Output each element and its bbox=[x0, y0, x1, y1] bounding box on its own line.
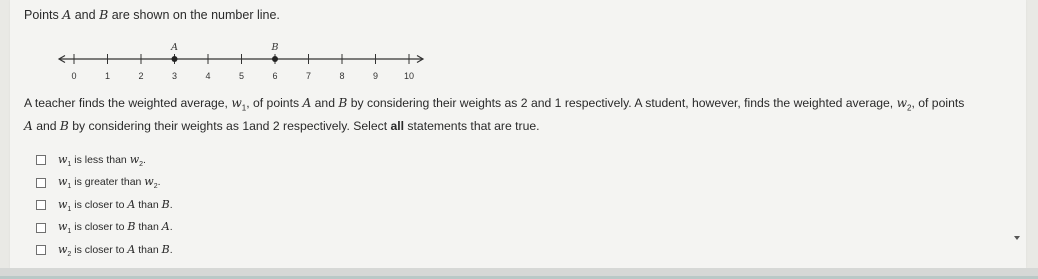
tick-label-1: 1 bbox=[104, 71, 111, 81]
checkbox[interactable] bbox=[36, 223, 46, 233]
option-w1-closer-to-b[interactable] bbox=[36, 217, 173, 240]
option-w2-closer-to-a[interactable] bbox=[36, 239, 173, 262]
question-prompt: Points A and B are shown on the number line. bbox=[24, 7, 280, 22]
point-a bbox=[172, 56, 178, 62]
point-a-ref: A bbox=[62, 7, 72, 22]
tick-label-7: 7 bbox=[305, 71, 312, 81]
bottom-bar bbox=[0, 268, 1038, 279]
checkbox[interactable] bbox=[36, 245, 46, 255]
question-body: A teacher finds the weighted average, $w_1$, of points A and B by considering their weights as 2 and 1 respectively. A student, however, finds the weighted average, $w_2$, of points A and B by considering their weights as 1and 2 respectively. Select all statements that are true. bbox=[24, 96, 965, 134]
point-label-b: B bbox=[271, 42, 279, 53]
tick-label-6: 6 bbox=[272, 71, 278, 81]
option-label: $w_1$ is closer to B than A. bbox=[58, 220, 173, 236]
tick-label-2: 2 bbox=[138, 71, 144, 81]
tick-label-3: 3 bbox=[171, 71, 178, 81]
tick-label-10: 10 bbox=[403, 71, 415, 81]
point-label-a: A bbox=[171, 42, 178, 53]
tick-label-5: 5 bbox=[238, 71, 245, 81]
option-label: $w_1$ is greater than $w_2$. bbox=[58, 175, 161, 191]
option-label: $w_1$ is less than $w_2$. bbox=[58, 152, 146, 168]
checkbox[interactable] bbox=[36, 155, 46, 165]
tick-label-0: 0 bbox=[71, 71, 77, 81]
checkbox[interactable] bbox=[36, 200, 46, 210]
option-label: $w_2$ is closer to A than B. bbox=[58, 242, 173, 258]
option-w1-closer-to-a[interactable] bbox=[36, 194, 173, 217]
checkbox[interactable] bbox=[36, 178, 46, 188]
number-line bbox=[54, 38, 454, 86]
scroll-down-icon[interactable] bbox=[1014, 236, 1020, 240]
option-label: $w_1$ is closer to A than B. bbox=[58, 197, 173, 213]
point-b-ref: B bbox=[99, 7, 109, 22]
option-w1-less-than-w2[interactable] bbox=[36, 149, 173, 172]
option-w1-greater-than-w2[interactable] bbox=[36, 172, 173, 195]
point-b bbox=[272, 56, 278, 62]
tick-label-4: 4 bbox=[205, 71, 211, 81]
tick-label-8: 8 bbox=[339, 71, 345, 81]
answer-options bbox=[36, 149, 173, 262]
tick-label-9: 9 bbox=[372, 71, 379, 81]
